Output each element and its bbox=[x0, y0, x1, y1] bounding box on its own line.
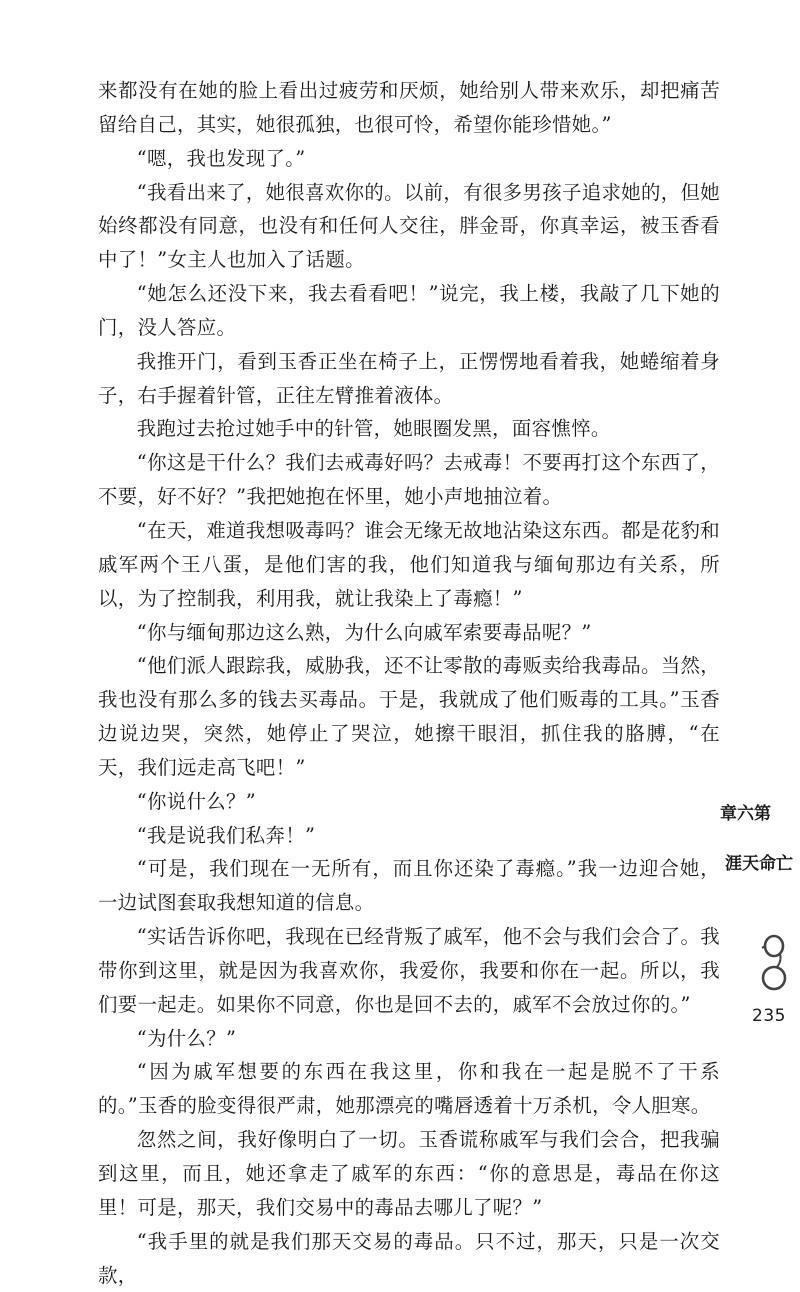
paragraph: “在天，难道我想吸毒吗？谁会无缘无故地沾染这东西。都是花豹和戚军两个王八蛋，是他们害的我，他们知道我与缅甸那边有关系，所以，为了控制我，利用我，就让我染上了毒瘾！” bbox=[98, 518, 720, 610]
paragraph: “可是，我们现在一无所有，而且你还染了毒瘾。”我一边迎合她，一边试图套取我想知道的信息。 bbox=[98, 857, 720, 915]
paragraph: 忽然之间，我好像明白了一切。玉香谎称戚军与我们会合，把我骗到这里，而且，她还拿走了戚军的东西：“你的意思是，毒品在你这里！可是，那天，我们交易中的毒品去哪儿了呢？” bbox=[98, 1128, 720, 1219]
paragraph: “你说什么？” bbox=[136, 789, 257, 813]
paragraph: “你这是干什么？我们去戒毒好吗？去戒毒！不要再打这个东西了，不要，好不好？”我把她抱在怀里，她小声地抽泣着。 bbox=[98, 451, 720, 509]
handcuffs-icon bbox=[756, 932, 796, 994]
paragraph: “她怎么还没下来，我去看看吧！”说完，我上楼，我敲了几下她的门，没人答应。 bbox=[98, 282, 720, 339]
page-number: 235 bbox=[752, 1006, 786, 1026]
paragraph: “我手里的就是我们那天交易的毒品。只不过，那天，只是一次交款， bbox=[98, 1229, 720, 1287]
paragraph: “实话告诉你吧，我现在已经背叛了戚军，他不会与我们会合了。我带你到这里，就是因为我喜欢你，我爱你，我要和你在一起。所以，我们要一起走。如果你不同意，你也是回不去的，戚军不会放过你的。” bbox=[98, 925, 720, 1016]
paragraph: 来都没有在她的脸上看出过疲劳和厌烦，她给别人带来欢乐，却把痛苦留给自己，其实，她很孤独，也很可怜，希望你能珍惜她。” bbox=[98, 79, 720, 136]
paragraph: “他们派人跟踪我，威胁我，还不让零散的毒贩卖给我毒品。当然，我也没有那么多的钱去买毒品。于是，我就成了他们贩毒的工具。”玉香边说边哭，突然，她停止了哭泣，她擦干眼泪，抓住我的胳膊，“在天，我们远走高飞吧！” bbox=[98, 654, 720, 779]
paragraph: “为什么？” bbox=[136, 1026, 237, 1050]
chapter-title: 亡命天涯 bbox=[721, 854, 792, 871]
paragraph: 我推开门，看到玉香正坐在椅子上，正愣愣地看着我，她蜷缩着身子，右手握着针管，正往左臂推着液体。 bbox=[98, 349, 720, 407]
chapter-number: 第六章 bbox=[716, 804, 770, 821]
paragraph: “你与缅甸那边这么熟，为什么向戚军索要毒品呢？” bbox=[136, 620, 592, 644]
paragraph: “我是说我们私奔！” bbox=[136, 823, 316, 847]
paragraph: “我看出来了，她很喜欢你的。以前，有很多男孩子追求她的，但她始终都没有同意，也没有和任何人交往，胖金哥，你真幸运，被玉香看中了！”女主人也加入了话题。 bbox=[98, 180, 720, 272]
page-body-text bbox=[98, 74, 720, 1292]
paragraph: “因为戚军想要的东西在我这里，你和我在一起是脱不了干系的。”玉香的脸变得很严肃，她那漂亮的嘴唇透着十万杀机，令人胆寒。 bbox=[98, 1060, 720, 1118]
paragraph: “嗯，我也发现了。” bbox=[136, 146, 306, 170]
paragraph: 我跑过去抢过她手中的针管，她眼圈发黑，面容憔悴。 bbox=[136, 417, 611, 441]
